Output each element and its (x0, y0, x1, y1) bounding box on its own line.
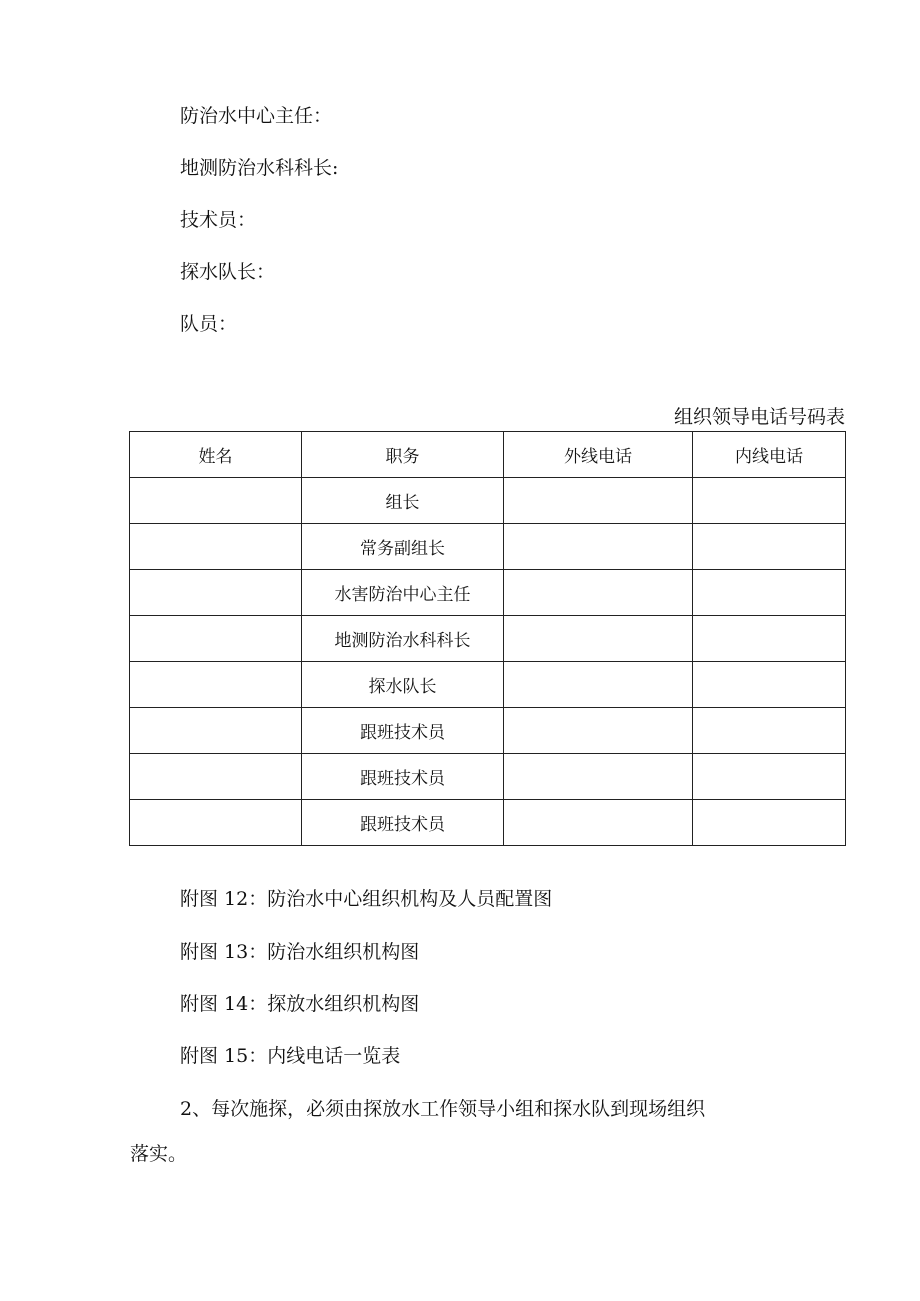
table-row (130, 570, 846, 616)
paragraph-line-1: 2、每次施探，必须由探放水工作领导小组和探水队到现场组织 (180, 1098, 706, 1120)
role-line-technician: 技术员： (180, 209, 257, 231)
table-header-row (130, 432, 846, 478)
cell-position: 水害防治中心主任 (302, 570, 504, 616)
table-row (130, 616, 846, 662)
appendix-line-12: 附图 12：防治水中心组织机构及人员配置图 (180, 888, 553, 910)
cell-position: 跟班技术员 (302, 708, 504, 754)
cell-internal-phone (693, 616, 846, 662)
table-row (130, 478, 846, 524)
cell-position: 探水队长 (302, 662, 504, 708)
cell-external-phone (504, 662, 693, 708)
cell-external-phone (504, 754, 693, 800)
table-row (130, 524, 846, 570)
cell-position: 组长 (302, 478, 504, 524)
cell-position: 跟班技术员 (302, 754, 504, 800)
cell-name (130, 800, 302, 846)
header-internal-phone: 内线电话 (693, 432, 846, 478)
appendix-line-14: 附图 14：探放水组织机构图 (180, 993, 420, 1015)
table-row (130, 800, 846, 846)
appendix-line-15: 附图 15：内线电话一览表 (180, 1045, 401, 1067)
cell-internal-phone (693, 708, 846, 754)
cell-internal-phone (693, 800, 846, 846)
table-row (130, 708, 846, 754)
cell-external-phone (504, 800, 693, 846)
cell-name (130, 616, 302, 662)
cell-external-phone (504, 570, 693, 616)
cell-name (130, 524, 302, 570)
cell-name (130, 662, 302, 708)
role-line-center-director: 防治水中心主任： (180, 105, 333, 127)
cell-internal-phone (693, 662, 846, 708)
cell-position: 常务副组长 (302, 524, 504, 570)
table-title: 组织领导电话号码表 (673, 406, 845, 428)
table-row (130, 662, 846, 708)
header-name: 姓名 (130, 432, 302, 478)
header-position: 职务 (302, 432, 504, 478)
cell-external-phone (504, 478, 693, 524)
cell-name (130, 754, 302, 800)
cell-internal-phone (693, 478, 846, 524)
cell-name (130, 478, 302, 524)
cell-position: 跟班技术员 (302, 800, 504, 846)
cell-internal-phone (693, 524, 846, 570)
cell-internal-phone (693, 570, 846, 616)
role-line-section-chief: 地测防治水科科长: (180, 157, 339, 179)
header-external-phone: 外线电话 (504, 432, 693, 478)
cell-internal-phone (693, 754, 846, 800)
cell-position: 地测防治水科科长 (302, 616, 504, 662)
cell-external-phone (504, 524, 693, 570)
contact-table (129, 431, 846, 846)
paragraph-line-2: 落实。 (130, 1143, 188, 1165)
role-line-team-leader: 探水队长： (180, 261, 276, 283)
table-row (130, 754, 846, 800)
cell-name (130, 708, 302, 754)
appendix-line-13: 附图 13：防治水组织机构图 (180, 941, 420, 963)
cell-name (130, 570, 302, 616)
cell-external-phone (504, 708, 693, 754)
cell-external-phone (504, 616, 693, 662)
role-line-team-member: 队员： (180, 313, 238, 335)
